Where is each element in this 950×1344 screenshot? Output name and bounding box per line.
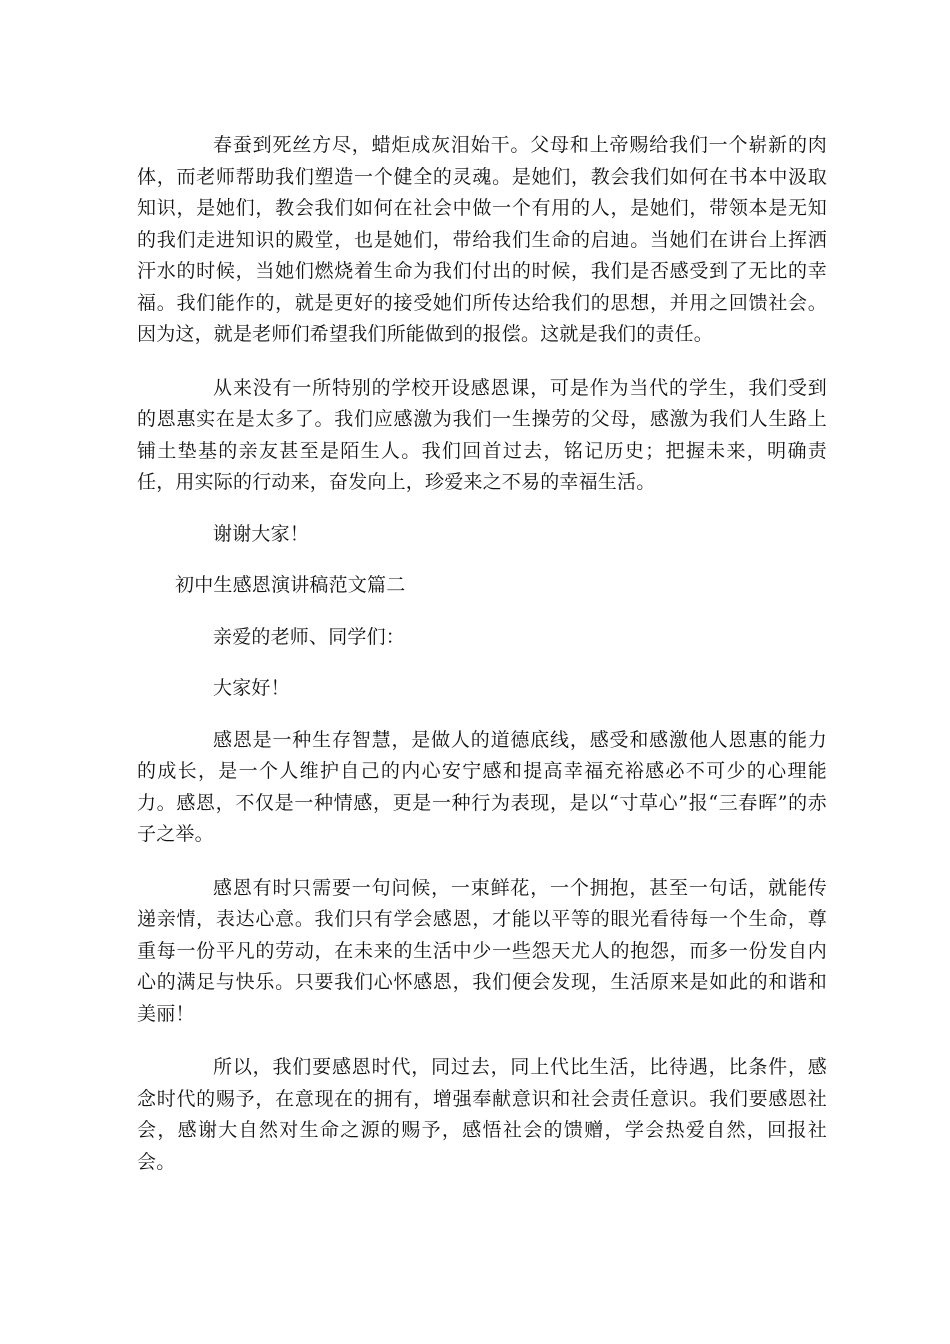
paragraph-teachers: 春蚕到死丝方尽，蜡炬成灰泪始干。父母和上帝赐给我们一个崭新的肉体，而老师帮助我们塑造一个健全的灵魂。是她们，教会我们如何在书本中汲取知识，是她们，教会我们如何在社会中做一个有用的人，是她们，带领本是无知的我们走进知识的殿堂，也是她们，带给我们生命的启迪。当她们在讲台上挥洒汗水的时候，当她们燃烧着生命为我们付出的时候，我们是否感受到了无比的幸福。我们能作的，就是更好的接受她们所传达给我们的思想，并用之回馈社会。因为这，就是老师们希望我们所能做到的报偿。这就是我们的责任。	[137, 134, 827, 345]
paragraph-gratitude-greeting: 感恩有时只需要一句问候，一束鲜花，一个拥抱，甚至一句话，就能传递亲情，表达心意。我们只有学会感恩，才能以平等的眼光看待每一个生命，尊重每一份平凡的劳动，在未来的生活中少一些怨天尤人的抱怨，而多一份发自内心的满足与快乐。只要我们心怀感恩，我们便会发现，生活原来是如此的和谐和美丽！	[137, 876, 827, 1025]
paragraph-gratitude-wisdom: 感恩是一种生存智慧，是做人的道德底线，感受和感激他人恩惠的能力的成长，是一个人维护自己的内心安宁感和提高幸福充裕感必不可少的心理能力。感恩，不仅是一种情感，更是一种行为表现，是以“寸草心”报“三春晖”的赤子之举。	[137, 728, 827, 845]
paragraph-greeting: 大家好！	[213, 677, 290, 699]
paragraph-gratitude-lesson: 从来没有一所特别的学校开设感恩课，可是作为当代的学生，我们受到的恩惠实在是太多了。我们应感激为我们一生操劳的父母，感激为我们人生路上铺土垫基的亲友甚至是陌生人。我们回首过去，铭记历史；把握未来，明确责任，用实际的行动来，奋发向上，珍爱来之不易的幸福生活。	[137, 376, 827, 493]
section-title: 初中生感恩演讲稿范文篇二	[175, 574, 406, 596]
paragraph-salutation: 亲爱的老师、同学们：	[213, 625, 406, 648]
document-body	[137, 130, 827, 1178]
paragraph-gratitude-era: 所以，我们要感恩时代，同过去，同上代比生活，比待遇，比条件，感念时代的赐予，在意现在的拥有，增强奉献意识和社会责任意识。我们要感恩社会，感谢大自然对生命之源的赐予，感悟社会的馈赠，学会热爱自然，回报社会。	[137, 1056, 827, 1173]
paragraph-thanks: 谢谢大家！	[213, 522, 310, 545]
